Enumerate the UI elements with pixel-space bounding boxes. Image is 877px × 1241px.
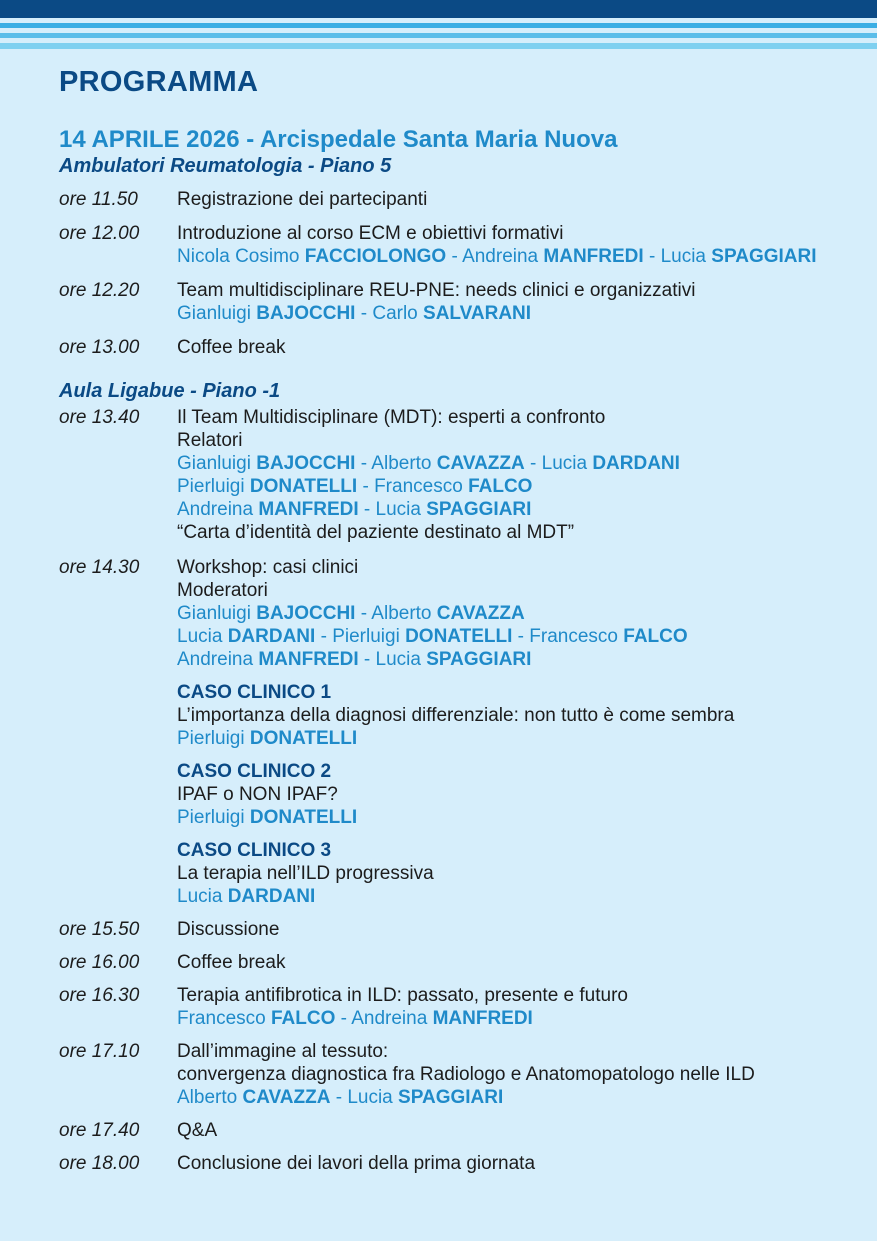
case-title: CASO CLINICO 3 (177, 840, 332, 861)
speaker-last-name: FACCIOLONGO (304, 246, 447, 267)
page-title: PROGRAMMA (59, 66, 259, 98)
speaker-last-name: MANFREDI (432, 1008, 533, 1029)
schedule-time: ore 16.00 (59, 952, 140, 973)
case-text: L’importanza della diagnosi differenziale: non tutto è come sembra (177, 705, 735, 726)
speaker-last-name: FALCO (623, 626, 688, 647)
speaker-separator: - (524, 453, 542, 474)
speaker-line (177, 727, 859, 750)
speaker-line (177, 452, 859, 475)
speaker-first-name: Francesco (529, 626, 624, 647)
speaker-separator: - (335, 1008, 352, 1029)
speaker-last-name: MANFREDI (258, 499, 359, 520)
speaker-line (177, 602, 859, 625)
speaker-separator: - (355, 303, 373, 324)
speaker-first-name: Lucia (375, 499, 427, 520)
schedule-body (177, 984, 859, 1030)
schedule-text: Q&A (177, 1120, 218, 1141)
schedule-text: convergenza diagnostica fra Radiologo e Anatomopatologo nelle ILD (177, 1064, 755, 1085)
speaker-first-name: Lucia (375, 649, 427, 670)
speaker-separator: - (358, 499, 376, 520)
speaker-last-name: FALCO (270, 1008, 336, 1029)
schedule-time: ore 16.30 (59, 985, 140, 1006)
speaker-first-name: Lucia (177, 626, 228, 647)
speaker-first-name: Francesco (374, 476, 469, 497)
speaker-last-name: DONATELLI (249, 807, 358, 828)
clinical-case (177, 760, 859, 829)
schedule-text: Conclusione dei lavori della prima giornata (177, 1153, 536, 1174)
schedule-body (177, 951, 859, 974)
schedule-body (177, 188, 859, 211)
speaker-last-name: BAJOCCHI (256, 603, 356, 624)
schedule-row (59, 222, 859, 268)
speaker-first-name: Gianluigi (177, 453, 257, 474)
speaker-first-name: Alberto (371, 453, 437, 474)
schedule-block-2 (59, 406, 859, 1175)
speaker-line (177, 806, 859, 829)
schedule-text: Coffee break (177, 952, 286, 973)
location-heading-1: Ambulatori Reumatologia - Piano 5 (59, 155, 392, 177)
speaker-last-name: FALCO (468, 476, 533, 497)
programme-content (59, 66, 859, 1175)
speaker-last-name: DARDANI (592, 453, 680, 474)
schedule-time: ore 17.10 (59, 1041, 140, 1062)
speaker-separator: - (355, 603, 372, 624)
speaker-last-name: SALVARANI (423, 303, 532, 324)
schedule-row (59, 1040, 859, 1109)
clinical-case (177, 681, 859, 750)
speaker-separator: - (315, 626, 333, 647)
schedule-row (59, 1152, 859, 1175)
speaker-first-name: Andreina (177, 649, 259, 670)
schedule-text: Dall’immagine al tessuto: (177, 1041, 389, 1062)
speaker-last-name: SPAGGIARI (711, 246, 817, 267)
schedule-row (59, 556, 859, 908)
speaker-last-name: CAVAZZA (436, 603, 525, 624)
schedule-row (59, 406, 859, 544)
schedule-text: Registrazione dei partecipanti (177, 189, 428, 210)
speaker-separator: - (512, 626, 530, 647)
speaker-last-name: CAVAZZA (242, 1087, 331, 1108)
case-title: CASO CLINICO 1 (177, 682, 332, 703)
stripe-dark (0, 0, 877, 18)
schedule-text: Terapia antifibrotica in ILD: passato, presente e futuro (177, 985, 628, 1006)
schedule-text: Coffee break (177, 337, 286, 358)
schedule-text: Workshop: casi clinici (177, 557, 359, 578)
speaker-line (177, 625, 859, 648)
schedule-row (59, 188, 859, 211)
speaker-first-name: Carlo (372, 303, 424, 324)
speaker-line (177, 245, 859, 268)
speaker-separator: - (446, 246, 463, 267)
speaker-separator: - (643, 246, 661, 267)
speaker-last-name: MANFREDI (543, 246, 644, 267)
schedule-time: ore 11.50 (59, 189, 138, 210)
speaker-first-name: Lucia (177, 886, 228, 907)
speaker-first-name: Alberto (177, 1087, 243, 1108)
speaker-first-name: Pierluigi (177, 807, 250, 828)
speaker-last-name: DONATELLI (249, 728, 358, 749)
speaker-line (177, 475, 859, 498)
speaker-line (177, 302, 859, 325)
speaker-separator: - (358, 649, 376, 670)
schedule-row (59, 1119, 859, 1142)
schedule-text: Discussione (177, 919, 280, 940)
schedule-time: ore 13.00 (59, 337, 140, 358)
schedule-row (59, 279, 859, 325)
schedule-row (59, 984, 859, 1030)
case-text: IPAF o NON IPAF? (177, 784, 338, 805)
schedule-row (59, 336, 859, 359)
speaker-last-name: CAVAZZA (436, 453, 525, 474)
speaker-last-name: SPAGGIARI (426, 499, 532, 520)
stripe-light-2 (0, 33, 877, 38)
stripe-light-3 (0, 43, 877, 49)
schedule-time: ore 18.00 (59, 1153, 140, 1174)
speaker-line (177, 498, 859, 521)
speaker-first-name: Gianluigi (177, 603, 257, 624)
schedule-body (177, 406, 859, 544)
schedule-body (177, 336, 859, 359)
speaker-line (177, 1007, 859, 1030)
speaker-last-name: DARDANI (227, 886, 316, 907)
header-stripes (0, 0, 877, 52)
speaker-first-name: Andreina (462, 246, 544, 267)
speaker-line (177, 1086, 859, 1109)
schedule-time: ore 12.00 (59, 223, 140, 244)
speaker-line (177, 648, 859, 671)
speaker-first-name: Francesco (177, 1008, 271, 1029)
speaker-last-name: BAJOCCHI (256, 303, 356, 324)
speaker-first-name: Nicola Cosimo (177, 246, 305, 267)
day-heading: 14 APRILE 2026 - Arcispedale Santa Maria Nuova (59, 126, 618, 153)
case-title: CASO CLINICO 2 (177, 761, 332, 782)
schedule-text: Il Team Multidisciplinare (MDT): esperti a confronto (177, 407, 606, 428)
case-text: La terapia nell’ILD progressiva (177, 863, 434, 884)
speaker-first-name: Pierluigi (177, 476, 250, 497)
schedule-body (177, 1119, 859, 1142)
schedule-time: ore 12.20 (59, 280, 140, 301)
speaker-last-name: SPAGGIARI (398, 1087, 504, 1108)
schedule-block-1 (59, 188, 859, 359)
schedule-body (177, 222, 859, 268)
schedule-row (59, 918, 859, 941)
speaker-last-name: DONATELLI (405, 626, 513, 647)
speaker-line (177, 885, 859, 908)
schedule-time: ore 17.40 (59, 1120, 140, 1141)
speaker-separator: - (357, 476, 375, 497)
speaker-first-name: Andreina (351, 1008, 433, 1029)
schedule-body (177, 1152, 859, 1175)
speaker-last-name: SPAGGIARI (426, 649, 532, 670)
schedule-time: ore 13.40 (59, 407, 140, 428)
location-heading-2: Aula Ligabue - Piano -1 (59, 380, 281, 402)
speaker-first-name: Pierluigi (177, 728, 250, 749)
speaker-role: Moderatori (177, 580, 268, 601)
speaker-last-name: BAJOCCHI (256, 453, 356, 474)
speaker-last-name: DARDANI (227, 626, 316, 647)
schedule-row (59, 951, 859, 974)
schedule-time: ore 15.50 (59, 919, 140, 940)
schedule-body (177, 918, 859, 941)
schedule-text: Introduzione al corso ECM e obiettivi formativi (177, 223, 564, 244)
schedule-body (177, 1040, 859, 1109)
schedule-text: Team multidisciplinare REU-PNE: needs clinici e organizzativi (177, 280, 696, 301)
speaker-first-name: Lucia (347, 1087, 399, 1108)
schedule-body (177, 556, 859, 908)
speaker-role: Relatori (177, 430, 243, 451)
schedule-time: ore 14.30 (59, 557, 140, 578)
speaker-first-name: Gianluigi (177, 303, 257, 324)
speaker-last-name: MANFREDI (258, 649, 359, 670)
speaker-first-name: Andreina (177, 499, 259, 520)
speaker-first-name: Pierluigi (332, 626, 406, 647)
schedule-body (177, 279, 859, 325)
session-quote: “Carta d’identità del paziente destinato al MDT” (177, 522, 575, 543)
speaker-separator: - (330, 1087, 348, 1108)
speaker-first-name: Lucia (660, 246, 712, 267)
speaker-first-name: Alberto (371, 603, 437, 624)
speaker-separator: - (355, 453, 372, 474)
speaker-last-name: DONATELLI (249, 476, 358, 497)
speaker-first-name: Lucia (541, 453, 593, 474)
clinical-case (177, 839, 859, 908)
stripe-light-1 (0, 23, 877, 28)
